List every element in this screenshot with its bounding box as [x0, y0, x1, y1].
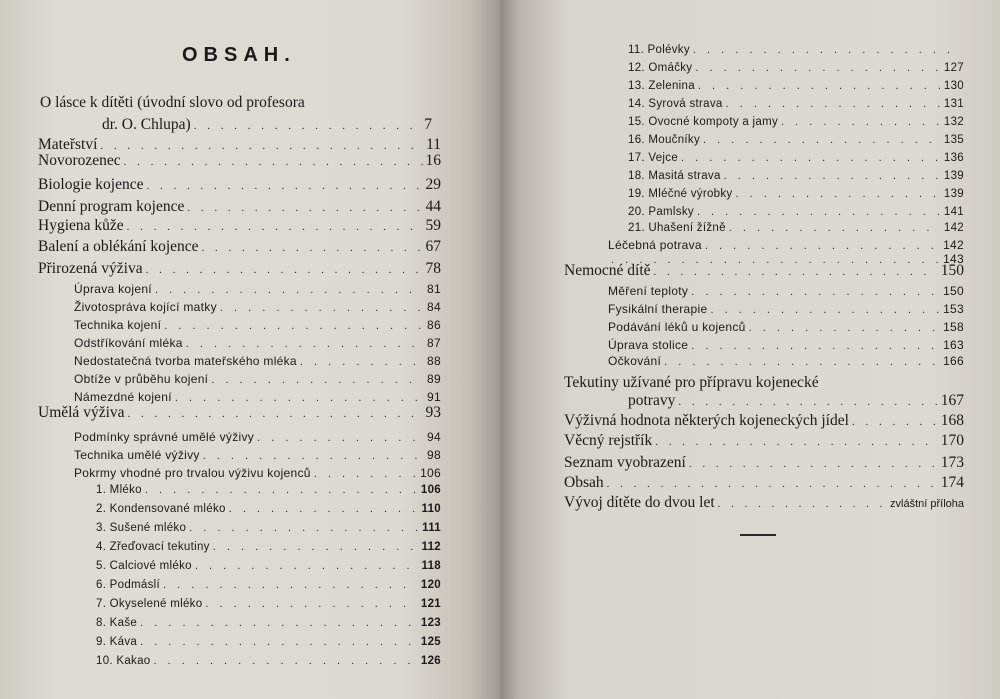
toc-numbered-entry — [628, 98, 964, 110]
toc-numbered-entry — [628, 134, 964, 146]
leader-dots — [693, 44, 961, 56]
leader-dots — [781, 116, 941, 128]
toc-numbered-entry — [628, 116, 964, 128]
toc-entry-page: 130 — [943, 80, 964, 92]
leader-dots — [195, 560, 419, 572]
toc-entry-label: 18. Masitá strava — [628, 170, 721, 182]
toc-entry-page: 132 — [943, 116, 964, 128]
toc-numbered-entry — [628, 188, 964, 200]
leader-dots — [729, 222, 941, 234]
toc-numbered-entry — [96, 579, 441, 591]
toc-intro-line1: O lásce k dítěti (úvodní slovo od profesora — [40, 94, 305, 111]
toc-entry-page: 142 — [943, 238, 964, 252]
toc-entry — [38, 238, 441, 256]
toc-entry-label: Nemocné dítě — [564, 262, 651, 279]
toc-numbered-entry — [96, 560, 441, 572]
leader-dots — [211, 374, 424, 386]
leader-dots — [697, 206, 941, 218]
toc-subentry — [74, 336, 441, 350]
toc-numbered-entry — [96, 484, 441, 496]
leader-dots — [689, 458, 938, 470]
toc-entry-page: 174 — [940, 474, 964, 491]
closing-rule — [740, 534, 776, 536]
toc-entry-label: 12. Omáčky — [628, 62, 693, 74]
toc-entry-page: 16 — [425, 152, 441, 169]
toc-entry-label: Věcný rejstřík — [564, 432, 653, 449]
toc-subentry — [74, 430, 441, 444]
toc-entry-page: 166 — [943, 354, 964, 368]
toc-entry — [564, 494, 964, 512]
toc-entry — [564, 432, 964, 450]
leader-dots — [213, 541, 419, 553]
toc-entry-label: 10. Kakao — [96, 655, 151, 667]
toc-entry-label: Nedostatečná tvorba mateřského mléka — [74, 354, 297, 368]
leader-dots — [695, 62, 941, 74]
toc-entry-label: Životospráva kojící matky — [74, 300, 217, 314]
toc-numbered-entry — [96, 617, 441, 629]
toc-entry — [564, 412, 964, 430]
toc-entry-page: 29 — [425, 176, 441, 193]
toc-entry-page: 89 — [427, 372, 441, 386]
toc-entry-label: 20. Pamlsky — [628, 206, 694, 218]
toc-numbered-entry — [96, 598, 441, 610]
toc-subentry — [74, 372, 441, 386]
toc-entry-page: 44 — [425, 198, 441, 215]
toc-entry-page: 84 — [427, 300, 441, 314]
leader-dots — [155, 284, 424, 296]
toc-entry-page: 67 — [425, 238, 441, 255]
toc-subentry — [608, 238, 964, 252]
toc-entry-page: 123 — [420, 617, 441, 629]
toc-entry-page: 126 — [420, 655, 441, 667]
leader-dots — [100, 140, 423, 152]
toc-entry-page: 110 — [421, 503, 441, 515]
toc-entry-label: 17. Vejce — [628, 152, 679, 164]
toc-entry-label: 3. Sušené mléko — [96, 522, 187, 534]
toc-numbered-entry — [96, 655, 441, 667]
leader-dots — [186, 338, 424, 350]
leader-dots — [220, 302, 424, 314]
toc-entry-page: 118 — [421, 560, 441, 572]
toc-entry-page: 168 — [940, 412, 964, 429]
toc-entry-label: Námezdné kojení — [74, 390, 172, 404]
toc-tekutiny-line1: Tekutiny užívané pro přípravu kojenecké — [564, 374, 819, 391]
leader-dots — [698, 80, 941, 92]
toc-numbered-entry — [628, 152, 964, 164]
toc-entry-label: Vývoj dítěte do dvou let — [564, 494, 715, 511]
toc-subentry — [74, 390, 441, 404]
toc-entry-label: Technika kojení — [74, 318, 162, 332]
toc-entry-label: 2. Kondensované mléko — [96, 503, 226, 515]
toc-entry-label: 11. Polévky — [628, 44, 690, 56]
toc-entry-label: 6. Podmáslí — [96, 579, 161, 591]
toc-entry-label: Úprava stolice — [608, 338, 689, 352]
leader-dots — [691, 340, 940, 352]
toc-entry-page: 88 — [427, 354, 441, 368]
toc-subentry — [74, 354, 441, 368]
toc-intro-entry — [102, 116, 432, 134]
toc-entry-page: 91 — [427, 390, 441, 404]
toc-entry-label: Seznam vyobrazení — [564, 454, 686, 471]
leader-dots — [194, 120, 422, 132]
leader-dots — [187, 202, 422, 214]
toc-entry-page: 11 — [426, 136, 441, 153]
toc-numbered-entry — [628, 170, 964, 182]
toc-entry-label: Očkování — [608, 354, 662, 368]
toc-subentry — [74, 466, 441, 480]
leader-dots — [146, 180, 422, 192]
toc-entry-label: Podávání léků u kojenců — [608, 320, 746, 334]
toc-entry-label: Hygiena kůže — [38, 217, 124, 234]
toc-entry-label: 1. Mléko — [96, 484, 142, 496]
toc-entry-label: 14. Syrová strava — [628, 98, 723, 110]
toc-entry-page: 78 — [425, 260, 441, 277]
toc-entry — [564, 262, 964, 280]
leader-dots — [154, 655, 418, 667]
leader-dots — [705, 240, 940, 252]
toc-numbered-entry — [96, 503, 441, 515]
toc-entry-page: 120 — [420, 579, 441, 591]
toc-entry-page: zvláštní příloha — [890, 498, 964, 510]
toc-entry-page: 167 — [940, 392, 964, 409]
leader-dots — [300, 356, 424, 368]
toc-entry-label: Mateřství — [38, 136, 98, 153]
toc-entry-page: 59 — [425, 217, 441, 234]
toc-entry-page: 173 — [940, 454, 964, 471]
leader-dots — [163, 579, 418, 591]
toc-numbered-entry — [628, 206, 964, 218]
toc-entry-page: 141 — [943, 206, 964, 218]
toc-subentry — [74, 448, 441, 462]
toc-entry — [628, 392, 964, 410]
toc-entry-page: 86 — [427, 318, 441, 332]
toc-entry-page: 143 — [943, 252, 964, 266]
leader-dots — [146, 264, 423, 276]
toc-entry-page: 93 — [425, 404, 441, 421]
toc-entry — [564, 474, 964, 492]
toc-entry-page: 98 — [427, 448, 441, 462]
toc-entry — [38, 152, 441, 170]
toc-numbered-entry — [628, 222, 964, 234]
leader-dots — [664, 356, 940, 368]
toc-entry — [38, 260, 441, 278]
toc-entry-label: Odstříkování mléka — [74, 336, 183, 350]
toc-entry — [38, 176, 441, 194]
leader-dots — [203, 450, 424, 462]
toc-subentry — [74, 318, 441, 332]
toc-entry-label: Technika umělé výživy — [74, 448, 200, 462]
leader-dots — [164, 320, 424, 332]
toc-entry-page: 112 — [421, 541, 441, 553]
toc-entry-page: 136 — [943, 152, 964, 164]
leader-dots — [145, 484, 418, 496]
leader-dots — [128, 408, 423, 420]
toc-entry-label: Biologie kojence — [38, 176, 144, 193]
toc-entry-page: 135 — [943, 134, 964, 146]
toc-entry-page: 153 — [943, 302, 964, 316]
leader-dots — [140, 617, 418, 629]
toc-numbered-entry — [628, 44, 964, 56]
toc-entry-label: 21. Uhašení žížně — [628, 222, 726, 234]
leader-dots — [140, 636, 418, 648]
toc-entry-label: dr. O. Chlupa) — [102, 116, 191, 133]
leader-dots — [691, 286, 940, 298]
toc-subentry — [608, 302, 964, 316]
leader-dots — [735, 188, 940, 200]
toc-subentry — [74, 300, 441, 314]
toc-entry-page: 150 — [940, 262, 964, 279]
leader-dots — [175, 392, 424, 404]
toc-entry-label: 4. Zřeďovací tekutiny — [96, 541, 210, 553]
toc-entry-page: 7 — [424, 116, 432, 133]
toc-entry-page: 106 — [420, 466, 441, 480]
toc-entry — [564, 454, 964, 472]
toc-entry-label: Novorozenec — [38, 152, 121, 169]
leader-dots — [654, 266, 938, 278]
leader-dots — [749, 322, 940, 334]
toc-entry-label: 8. Kaše — [96, 617, 138, 629]
toc-entry-page: 158 — [943, 320, 964, 334]
toc-entry-label: Obtíže v průběhu kojení — [74, 372, 209, 386]
leader-dots — [202, 242, 423, 254]
toc-entry-label: potravy — [628, 392, 676, 409]
toc-entry-page: 121 — [420, 598, 441, 610]
leader-dots — [127, 221, 423, 233]
toc-entry-page: 94 — [427, 430, 441, 444]
right-page — [500, 0, 1000, 699]
toc-entry-label: 7. Okyselené mléko — [96, 598, 203, 610]
leader-dots — [718, 498, 887, 510]
toc-numbered-entry — [96, 636, 441, 648]
leader-dots — [189, 522, 419, 534]
toc-entry-page: 163 — [943, 338, 964, 352]
page-title: OBSAH. — [182, 44, 296, 66]
toc-entry-page: 81 — [427, 282, 441, 296]
toc-entry-page: 142 — [943, 222, 964, 234]
leader-dots — [607, 478, 938, 490]
toc-entry-label: 15. Ovocné kompoty a jamy — [628, 116, 779, 128]
toc-subentry — [74, 282, 441, 296]
leader-dots — [655, 436, 938, 448]
leader-dots — [229, 503, 419, 515]
leader-dots — [314, 468, 417, 480]
leader-dots — [678, 396, 937, 408]
toc-entry — [38, 404, 441, 422]
toc-entry-page: 150 — [943, 284, 964, 298]
leader-dots — [124, 156, 423, 168]
toc-numbered-entry — [628, 80, 964, 92]
toc-entry-page: 131 — [943, 98, 964, 110]
toc-entry-label: 16. Moučníky — [628, 134, 700, 146]
toc-entry-label: Pokrmy vhodné pro trvalou výživu kojenců — [74, 466, 311, 480]
leader-dots — [205, 598, 418, 610]
toc-entry-label: Výživná hodnota některých kojeneckých jídel — [564, 412, 849, 429]
leader-dots — [703, 134, 941, 146]
leader-dots — [726, 98, 941, 110]
leader-dots — [852, 416, 938, 428]
toc-entry-label: Měření teploty — [608, 284, 689, 298]
toc-entry-page: 139 — [943, 170, 964, 182]
toc-entry-label: Léčebná potrava — [608, 238, 702, 252]
leader-dots — [681, 152, 941, 164]
toc-entry — [38, 217, 441, 235]
toc-subentry — [608, 354, 964, 368]
toc-entry-label: Obsah — [564, 474, 604, 491]
toc-entry-label: Balení a oblékání kojence — [38, 238, 199, 255]
toc-entry-label: 19. Mléčné výrobky — [628, 188, 733, 200]
toc-entry-label: Denní program kojence — [38, 198, 185, 215]
toc-entry-page: 125 — [420, 636, 441, 648]
toc-entry-label: Umělá výživa — [38, 404, 125, 421]
toc-entry-label: 13. Zelenina — [628, 80, 695, 92]
toc-subentry — [608, 320, 964, 334]
toc-entry-page: 111 — [422, 522, 441, 534]
leader-dots — [710, 304, 940, 316]
toc-entry-label: 9. Káva — [96, 636, 138, 648]
toc-entry-label: Podmínky správné umělé výživy — [74, 430, 255, 444]
toc-entry-page: 106 — [420, 484, 441, 496]
toc-numbered-entry — [628, 62, 964, 74]
toc-entry-page: 170 — [940, 432, 964, 449]
toc-subentry — [608, 284, 964, 298]
toc-entry-page: 127 — [943, 62, 964, 74]
leader-dots — [257, 432, 424, 444]
toc-entry-label: Přirozená výživa — [38, 260, 143, 277]
toc-numbered-entry — [96, 522, 441, 534]
toc-entry-label: 5. Calciové mléko — [96, 560, 192, 572]
toc-entry-label: Fysikální therapie — [608, 302, 708, 316]
toc-subentry — [608, 338, 964, 352]
toc-entry-page: 87 — [427, 336, 441, 350]
toc-entry-label: Úprava kojení — [74, 282, 152, 296]
toc-entry-page: 139 — [943, 188, 964, 200]
toc-entry — [38, 198, 441, 216]
toc-numbered-entry — [96, 541, 441, 553]
leader-dots — [724, 170, 941, 182]
